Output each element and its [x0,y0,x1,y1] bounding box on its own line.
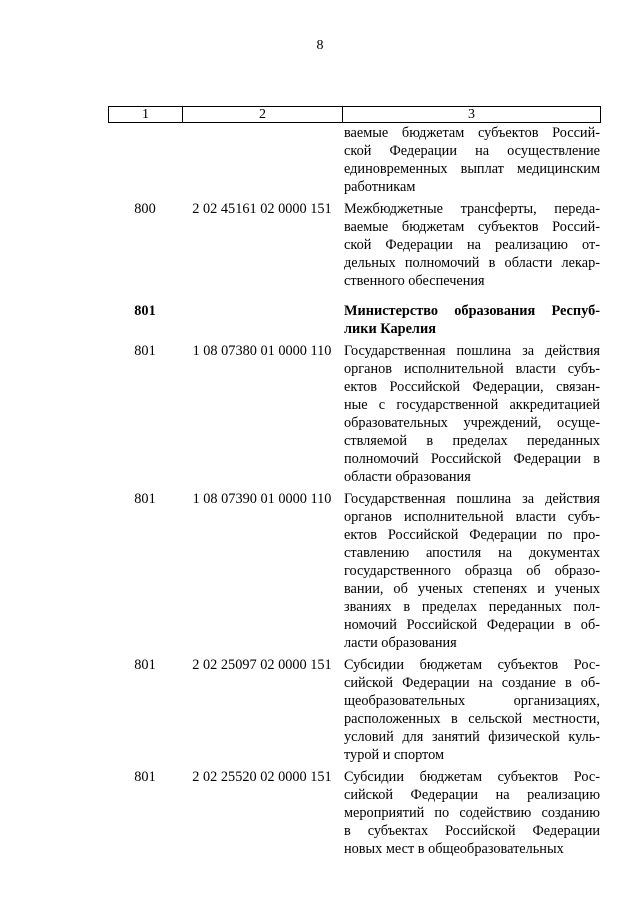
description-cell [342,302,601,338]
description-line: ской Федерации на реализацию от- [344,237,600,253]
admin-code-cell: 800 [134,201,156,217]
description-line: в субъектах Российской Федерации [344,823,600,839]
table-row [108,342,601,486]
revenue-code-cell [182,124,342,196]
admin-code-cell: 801 [134,303,156,319]
description-line: вании, об ученых степенях и ученых [344,581,600,597]
description-line: ласти образования [344,635,457,651]
admin-code-cell: 801 [134,491,156,507]
description-line: Субсидии бюджетам субъектов Рос- [344,657,600,673]
revenue-code-cell: 1 08 07380 01 0000 110 [192,343,332,359]
description-line: номочий Российской Федерации в об- [344,617,600,633]
description-line: государственного образца об образо- [344,563,600,579]
description-line: ской Федерации на осуществление [344,143,600,159]
table-row [108,490,601,652]
description-line: сийской Федерации на реализацию [344,787,600,803]
description-line: ваемые бюджетам субъектов Россий- [344,219,600,235]
description-line: органов исполнительной власти субъ- [344,509,600,525]
page-number: 8 [316,38,324,53]
description-line: Субсидии бюджетам субъектов Рос- [344,769,600,785]
description-line: лики Карелия [344,321,436,337]
description-line: ектов Российской Федерации по про- [344,527,600,543]
description-line: Государственная пошлина за действия [344,343,600,359]
description-line: Межбюджетные трансферты, переда- [344,201,600,217]
revenue-code-cell [182,302,342,338]
description-line: ектов Российской Федерации, связан- [344,379,600,395]
table-row [108,124,601,196]
description-line: Государственная пошлина за действия [344,491,600,507]
header-col-2: 2 [183,107,343,122]
description-line: турой и спортом [344,747,445,763]
header-col-3: 3 [468,107,475,122]
table-header [108,106,601,123]
description-line: органов исполнительной власти субъ- [344,361,600,377]
description-line: сийской Федерации на создание в об- [344,675,600,691]
header-col-1: 1 [109,107,183,122]
description-line: ственного обеспечения [344,273,485,289]
table-row [108,200,601,290]
description-cell [342,490,601,652]
description-line: дельных полномочий в области лекар- [344,255,600,271]
admin-code-cell: 801 [134,343,156,359]
description-line: Министерство образования Респуб- [344,303,600,319]
description-line: области образования [344,469,471,485]
description-line: единовременных выплат медицинским [344,161,600,177]
description-line: работникам [344,179,416,195]
description-line: новых мест в общеобразовательных [344,841,564,857]
description-line: полномочий Российской Федерации в [344,451,600,467]
revenue-code-cell: 1 08 07390 01 0000 110 [192,491,332,507]
description-cell [342,124,601,196]
description-cell [342,656,601,764]
table-row [108,302,601,338]
description-line: мероприятий по содействию созданию [344,805,600,821]
table-row [108,768,601,858]
description-line: ствляемой в пределах переданных [344,433,600,449]
admin-code-cell: 801 [134,657,156,673]
description-line: образовательных учреждений, осуще- [344,415,600,431]
description-line: ваемые бюджетам субъектов Россий- [344,125,600,141]
description-cell [342,768,601,858]
table-row [108,656,601,764]
admin-code-cell [108,124,182,196]
description-cell [342,200,601,290]
table-body [108,124,601,858]
description-line: условий для занятий физической куль- [344,729,600,745]
admin-code-cell: 801 [134,769,156,785]
description-line: ставлению апостиля на документах [344,545,600,561]
revenue-code-cell: 2 02 25097 02 0000 151 [192,657,332,673]
description-line: щеобразовательных организациях, [344,693,600,709]
description-cell [342,342,601,486]
description-line: расположенных в сельской местности, [344,711,600,727]
revenue-code-cell: 2 02 25520 02 0000 151 [192,769,332,785]
revenue-code-cell: 2 02 45161 02 0000 151 [192,201,332,217]
description-line: ные с государственной аккредитацией [344,397,600,413]
description-line: званиях в пределах переданных пол- [344,599,600,615]
